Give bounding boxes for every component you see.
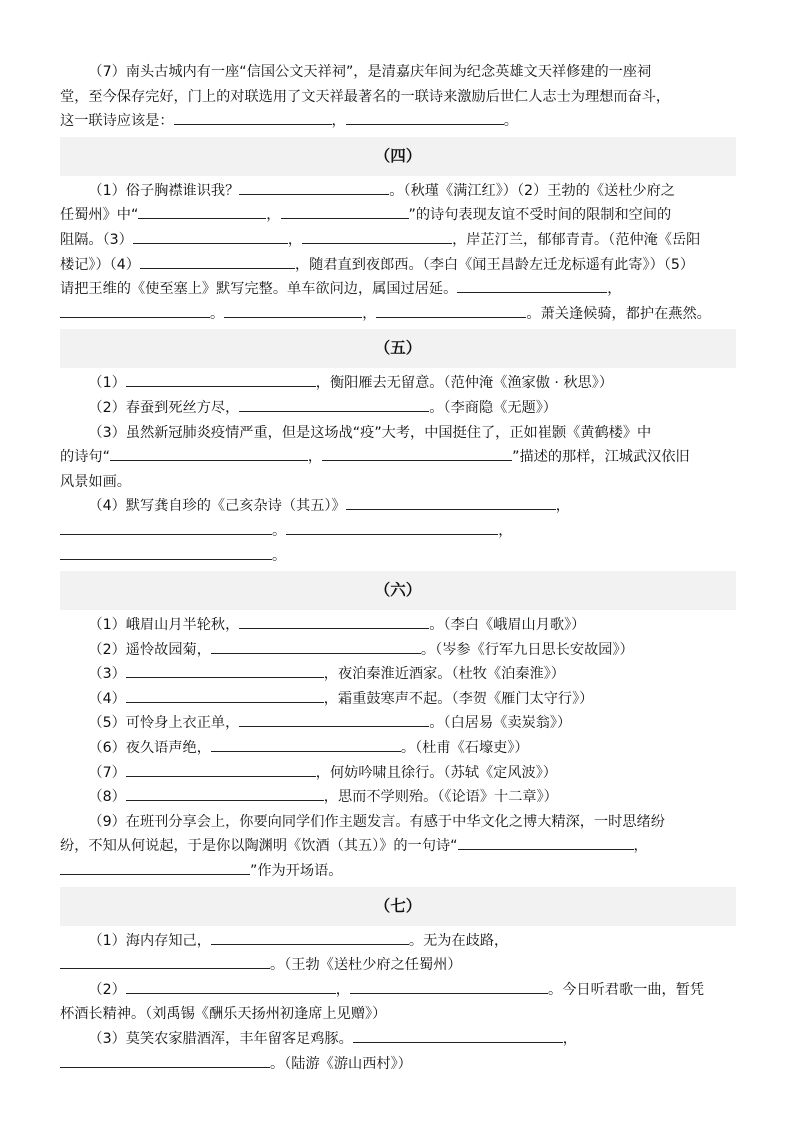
question-text: 风景如画。 [60, 473, 131, 490]
question-text: 阻隔。（3） ， ，岸芷汀兰，郁郁青青。（范仲淹《岳阳 [60, 228, 736, 253]
answer-blank[interactable] [211, 736, 401, 752]
answer-blank[interactable] [322, 445, 512, 461]
answer-blank[interactable] [239, 179, 389, 195]
question-text: （7） ，何妨吟啸且徐行。（苏轼《定风波》） [60, 761, 736, 786]
answer-blank[interactable] [60, 519, 272, 535]
answer-blank[interactable] [376, 302, 526, 318]
question-text: （3）莫笑农家腊酒浑，丰年留客足鸡豚。 ， [60, 1027, 736, 1052]
answer-blank[interactable] [60, 302, 210, 318]
question-text: ”作为开场语。 [60, 859, 736, 884]
answer-blank[interactable] [126, 687, 324, 703]
answer-blank[interactable] [346, 494, 556, 510]
section-heading-5: （五） [60, 329, 736, 368]
worksheet-page [60, 60, 736, 1076]
question-text: （9）在班刊分享会上，你要向同学们作主题发言。有感于中华文化之博大精深，一时思绪纷 [88, 813, 665, 830]
question-text: 堂，至今保存完好，门上的对联选用了文天祥最著名的一联诗来激励后世仁人志士为理想而奋斗， [60, 88, 671, 105]
question-text: （4） ，霜重鼓寒声不起。（李贺《雁门太守行》） [60, 687, 736, 712]
section-heading-7: （七） [60, 887, 736, 926]
question-text: （8） ，思而不学则殆。（《论语》十二章》） [60, 785, 736, 810]
answer-blank[interactable] [133, 228, 288, 244]
question-text: （1） ，衡阳雁去无留意。（范仲淹《渔家傲 · 秋思》） [60, 371, 736, 396]
answer-blank[interactable] [239, 712, 429, 728]
question-text: （2） ， 。今日听君歌一曲，暂凭 [60, 978, 736, 1003]
answer-blank[interactable] [286, 519, 498, 535]
answer-blank[interactable] [126, 978, 336, 994]
answer-blank[interactable] [126, 761, 316, 777]
answer-blank[interactable] [346, 109, 504, 125]
question-text: 楼记》）（4） ，随君直到夜郎西。（李白《闻王昌龄左迁龙标遥有此寄》）（5） [60, 253, 736, 278]
answer-blank[interactable] [126, 785, 324, 801]
question-text: 纷，不知从何说起，于是你以陶渊明《饮酒（其五）》的一句诗“ ， [60, 834, 736, 859]
answer-blank[interactable] [457, 277, 607, 293]
question-text: （7）南头古城内有一座“信国公文天祥祠”，是清嘉庆年间为纪念英雄文天祥修建的一座祠 [88, 64, 652, 80]
answer-blank[interactable] [140, 253, 295, 269]
section-heading-4: （四） [60, 137, 736, 176]
answer-blank[interactable] [211, 929, 409, 945]
question-text: （3） ，夜泊秦淮近酒家。（杜牧《泊秦淮》） [60, 662, 736, 687]
question-text: 任蜀州》中“ ， ”的诗句表现友谊不受时间的限制和空间的 [60, 203, 736, 228]
answer-blank[interactable] [211, 638, 421, 654]
answer-blank[interactable] [281, 203, 409, 219]
question-text: 的诗句“ ， ”描述的那样，江城武汉依旧 [60, 445, 736, 470]
question-text: 。 ， 。萧关逢候骑，都护在燕然。 [60, 302, 736, 327]
question-text: 。 [60, 544, 736, 569]
question-text: 。 ， [60, 519, 736, 544]
question-text: （1）俗子胸襟谁识我？ 。（秋瑾《满江红》）（2）王勃的《送杜少府之 [60, 179, 736, 204]
question-text: 。（陆游《游山西村》） [60, 1052, 736, 1077]
answer-blank[interactable] [302, 228, 452, 244]
question-text: 杯酒长精神。（刘禹锡《酬乐天扬州初逢席上见赠》） [60, 1006, 387, 1023]
question-text: （1）海内存知己， 。无为在歧路， [60, 929, 736, 954]
answer-blank[interactable] [239, 613, 429, 629]
answer-blank[interactable] [174, 109, 332, 125]
question-text: （6）夜久语声绝， 。（杜甫《石壕吏》） [60, 736, 736, 761]
answer-blank[interactable] [353, 1027, 563, 1043]
answer-blank[interactable] [224, 302, 362, 318]
answer-blank[interactable] [60, 859, 250, 875]
question-text: 。（王勃《送杜少府之任蜀州） [60, 953, 736, 978]
answer-blank[interactable] [60, 1052, 270, 1068]
answer-blank[interactable] [60, 544, 272, 560]
answer-blank[interactable] [60, 953, 270, 969]
question-text: 请把王维的《使至塞上》默写完整。单车欲问边，属国过居延。 ， [60, 277, 736, 302]
answer-blank[interactable] [126, 662, 324, 678]
answer-blank[interactable] [138, 203, 266, 219]
question-text: （2）春蚕到死丝方尽， 。（李商隐《无题》） [60, 396, 736, 421]
question-text: 这一联诗应该是： ， 。 [60, 109, 736, 134]
answer-blank[interactable] [126, 371, 316, 387]
question-text: （1）峨眉山月半轮秋， 。（李白《峨眉山月歌》） [60, 613, 736, 638]
answer-blank[interactable] [350, 978, 548, 994]
answer-blank[interactable] [239, 396, 429, 412]
section-heading-6: （六） [60, 571, 736, 610]
question-text: （3）虽然新冠肺炎疫情严重，但是这场战“疫”大考，中国挺住了，正如崔颢《黄鹤楼》中 [88, 424, 652, 441]
answer-blank[interactable] [458, 835, 634, 851]
question-text: （2）遥怜故园菊， 。（岑参《行军九日思长安故园》） [60, 638, 736, 663]
question-text: （5）可怜身上衣正单， 。（白居易《卖炭翁》） [60, 711, 736, 736]
question-text: （4）默写龚自珍的《己亥杂诗（其五）》 ， [60, 494, 736, 519]
answer-blank[interactable] [110, 445, 308, 461]
